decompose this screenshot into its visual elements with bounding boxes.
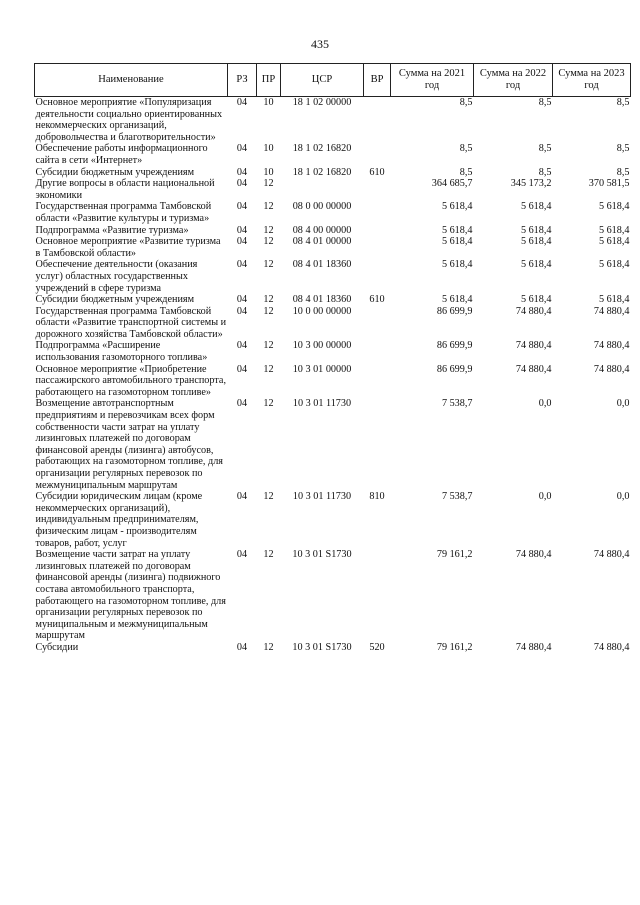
row-pr: 12 <box>263 340 274 352</box>
row-csr: 10 3 00 00000 <box>292 340 352 352</box>
row-sum-2023: 74 880,4 <box>593 641 630 653</box>
header-sum-2022: Сумма на 2022 год <box>474 64 553 97</box>
row-csr: 10 3 01 S1730 <box>292 641 352 653</box>
table-row <box>35 143 631 166</box>
row-vr: 810 <box>369 491 385 503</box>
page-number: 435 <box>311 37 329 51</box>
row-sum-2021: 5 618,4 <box>441 236 473 248</box>
row-sum-2022: 5 618,4 <box>520 236 552 248</box>
row-pr: 12 <box>263 259 274 271</box>
row-vr <box>364 143 391 166</box>
row-csr: 18 1 02 16820 <box>292 143 352 155</box>
row-vr <box>364 97 391 144</box>
row-vr <box>364 225 391 237</box>
row-name: Обеспечение деятельности (оказания услуг) областных государственных учреждений в сфере туризма <box>35 259 198 294</box>
row-vr: 520 <box>369 641 385 653</box>
row-name: Возмещение автотранспортным предприятиям и перевозчикам всех форм собственности части затрат на уплату лизинговых платежей по договорам финансовой аренды (лизинга) автобусов, работающих на газомоторном топливе, для организации регулярных перевозок по межмуниципальным маршрутам <box>35 398 223 491</box>
row-rz: 04 <box>236 398 248 410</box>
row-sum-2023: 5 618,4 <box>598 201 630 213</box>
row-rz: 04 <box>236 305 248 317</box>
row-sum-2021: 86 699,9 <box>436 305 473 317</box>
table-row <box>35 398 631 491</box>
table-row <box>35 178 631 201</box>
header-sum-2023: Сумма на 2023 год <box>553 64 631 97</box>
row-sum-2022: 5 618,4 <box>520 294 552 306</box>
row-csr: 08 4 01 18360 <box>292 294 352 306</box>
row-vr: 610 <box>369 294 385 306</box>
table-row <box>35 364 631 399</box>
header-vr: ВР <box>364 64 391 97</box>
row-sum-2023: 0,0 <box>616 491 630 503</box>
row-sum-2022: 74 880,4 <box>515 549 552 561</box>
row-rz: 04 <box>236 236 248 248</box>
row-pr: 12 <box>263 224 274 236</box>
row-pr: 12 <box>263 201 274 213</box>
row-sum-2023: 74 880,4 <box>593 305 630 317</box>
row-csr: 10 0 00 00000 <box>292 305 352 317</box>
row-rz: 04 <box>236 549 248 561</box>
row-csr: 10 3 01 11730 <box>292 398 352 410</box>
table-row <box>35 225 631 237</box>
header-name: Наименование <box>35 64 228 97</box>
row-csr: 08 4 01 18360 <box>292 259 352 271</box>
row-name: Подпрограмма «Расширение использования газомоторного топлива» <box>35 340 208 364</box>
row-csr <box>281 178 364 201</box>
row-vr <box>364 549 391 642</box>
row-sum-2022: 8,5 <box>538 166 552 178</box>
row-sum-2022: 74 880,4 <box>515 340 552 352</box>
table-row <box>35 549 631 642</box>
row-sum-2021: 5 618,4 <box>441 201 473 213</box>
row-sum-2021: 86 699,9 <box>436 363 473 375</box>
row-sum-2021: 5 618,4 <box>441 294 473 306</box>
row-pr: 10 <box>263 166 274 178</box>
row-rz: 04 <box>236 363 248 375</box>
row-rz: 04 <box>236 641 248 653</box>
row-name: Государственная программа Тамбовской области «Развитие транспортной системы и дорожного хозяйства Тамбовской области» <box>35 305 227 340</box>
row-csr: 08 4 01 00000 <box>292 236 352 248</box>
row-sum-2023: 5 618,4 <box>598 294 630 306</box>
row-sum-2021: 8,5 <box>459 97 473 108</box>
table-row <box>35 97 631 144</box>
table-header-row <box>35 64 631 97</box>
row-sum-2023: 370 581,5 <box>588 178 630 190</box>
row-sum-2023: 5 618,4 <box>598 236 630 248</box>
row-csr: 08 0 00 00000 <box>292 201 352 213</box>
row-rz: 04 <box>236 340 248 352</box>
row-pr: 12 <box>263 491 274 503</box>
row-name: Основное мероприятие «Популяризация деятельности социально ориентированных некоммерческих организаций, добровольчества и благотворительности» <box>35 97 223 143</box>
row-sum-2022: 74 880,4 <box>515 641 552 653</box>
row-csr: 10 3 01 S1730 <box>292 549 352 561</box>
row-pr: 12 <box>263 549 274 561</box>
row-sum-2022: 0,0 <box>538 398 552 410</box>
row-sum-2023: 8,5 <box>616 143 630 155</box>
row-name: Субсидии <box>35 641 79 653</box>
row-sum-2021: 5 618,4 <box>441 224 473 236</box>
row-sum-2021: 8,5 <box>459 143 473 155</box>
row-name: Субсидии бюджетным учреждениям <box>35 166 195 178</box>
row-vr <box>364 236 391 259</box>
row-sum-2022: 5 618,4 <box>520 201 552 213</box>
row-sum-2023: 8,5 <box>616 166 630 178</box>
budget-table <box>34 63 631 654</box>
row-sum-2021: 5 618,4 <box>441 259 473 271</box>
header-csr: ЦСР <box>281 64 364 97</box>
row-name: Субсидии юридическим лицам (кроме некоммерческих организаций), индивидуальным предпринимателям, физическим лицам - производителям товаров, работ, услуг <box>35 491 203 549</box>
row-sum-2022: 5 618,4 <box>520 259 552 271</box>
row-pr: 12 <box>263 363 274 375</box>
row-sum-2021: 364 685,7 <box>431 178 473 190</box>
table-row <box>35 491 631 549</box>
row-pr: 12 <box>263 294 274 306</box>
row-rz: 04 <box>236 259 248 271</box>
row-name: Государственная программа Тамбовской области «Развитие культуры и туризма» <box>35 201 212 224</box>
row-vr <box>364 306 391 341</box>
row-rz: 04 <box>236 143 248 155</box>
table-row <box>35 294 631 306</box>
row-sum-2023: 74 880,4 <box>593 363 630 375</box>
row-sum-2023: 5 618,4 <box>598 259 630 271</box>
row-sum-2021: 86 699,9 <box>436 340 473 352</box>
row-pr: 12 <box>263 641 274 653</box>
row-rz: 04 <box>236 97 248 108</box>
row-sum-2023: 74 880,4 <box>593 549 630 561</box>
row-vr <box>364 178 391 201</box>
row-name: Основное мероприятие «Приобретение пассажирского автомобильного транспорта, работающего на газомоторном топливе» <box>35 363 226 398</box>
row-csr: 18 1 02 00000 <box>292 97 352 108</box>
row-sum-2021: 79 161,2 <box>436 641 473 653</box>
row-sum-2022: 74 880,4 <box>515 363 552 375</box>
header-pr: ПР <box>257 64 281 97</box>
table-row <box>35 642 631 654</box>
row-name: Субсидии бюджетным учреждениям <box>35 294 195 306</box>
row-pr: 10 <box>263 143 274 155</box>
row-pr: 12 <box>263 305 274 317</box>
header-rz: РЗ <box>228 64 257 97</box>
row-name: Возмещение части затрат на уплату лизинговых платежей по договорам финансовой аренды (лизинга) подвижного состава автомобильного транспорта, работающего на газомоторном топливе, для организации регулярных перевозок по муниципальным и межмуниципальным маршрутам <box>35 549 226 642</box>
row-sum-2022: 0,0 <box>538 491 552 503</box>
row-csr: 10 3 01 00000 <box>292 363 352 375</box>
row-rz: 04 <box>236 294 248 306</box>
row-name: Подпрограмма «Развитие туризма» <box>35 224 189 236</box>
table-row <box>35 306 631 341</box>
row-name: Другие вопросы в области национальной экономики <box>35 178 215 201</box>
row-sum-2022: 8,5 <box>538 97 552 108</box>
row-rz: 04 <box>236 166 248 178</box>
row-name: Обеспечение работы информационного сайта в сети «Интернет» <box>35 143 208 166</box>
table-row <box>35 340 631 363</box>
row-sum-2023: 74 880,4 <box>593 340 630 352</box>
row-sum-2022: 345 173,2 <box>510 178 552 190</box>
row-sum-2021: 8,5 <box>459 166 473 178</box>
table-row <box>35 201 631 224</box>
row-pr: 12 <box>263 398 274 410</box>
table-row <box>35 259 631 294</box>
row-sum-2022: 74 880,4 <box>515 305 552 317</box>
row-sum-2023: 5 618,4 <box>598 224 630 236</box>
row-vr <box>364 340 391 363</box>
row-sum-2021: 79 161,2 <box>436 549 473 561</box>
row-pr: 12 <box>263 178 274 190</box>
row-sum-2022: 8,5 <box>538 143 552 155</box>
row-pr: 12 <box>263 236 274 248</box>
row-sum-2022: 5 618,4 <box>520 224 552 236</box>
row-vr <box>364 259 391 294</box>
row-rz: 04 <box>236 224 248 236</box>
row-vr <box>364 201 391 224</box>
row-vr: 610 <box>369 166 385 178</box>
table-row <box>35 236 631 259</box>
header-sum-2021: Сумма на 2021 год <box>391 64 474 97</box>
row-csr: 18 1 02 16820 <box>292 166 352 178</box>
row-rz: 04 <box>236 201 248 213</box>
row-sum-2023: 8,5 <box>616 97 630 108</box>
row-vr <box>364 364 391 399</box>
row-sum-2021: 7 538,7 <box>441 398 473 410</box>
row-sum-2023: 0,0 <box>616 398 630 410</box>
row-csr: 08 4 00 00000 <box>292 224 352 236</box>
row-name: Основное мероприятие «Развитие туризма в Тамбовской области» <box>35 236 221 259</box>
row-csr: 10 3 01 11730 <box>292 491 352 503</box>
table-row <box>35 167 631 179</box>
row-vr <box>364 398 391 491</box>
row-pr: 10 <box>263 97 274 108</box>
row-sum-2021: 7 538,7 <box>441 491 473 503</box>
row-rz: 04 <box>236 491 248 503</box>
row-rz: 04 <box>236 178 248 190</box>
